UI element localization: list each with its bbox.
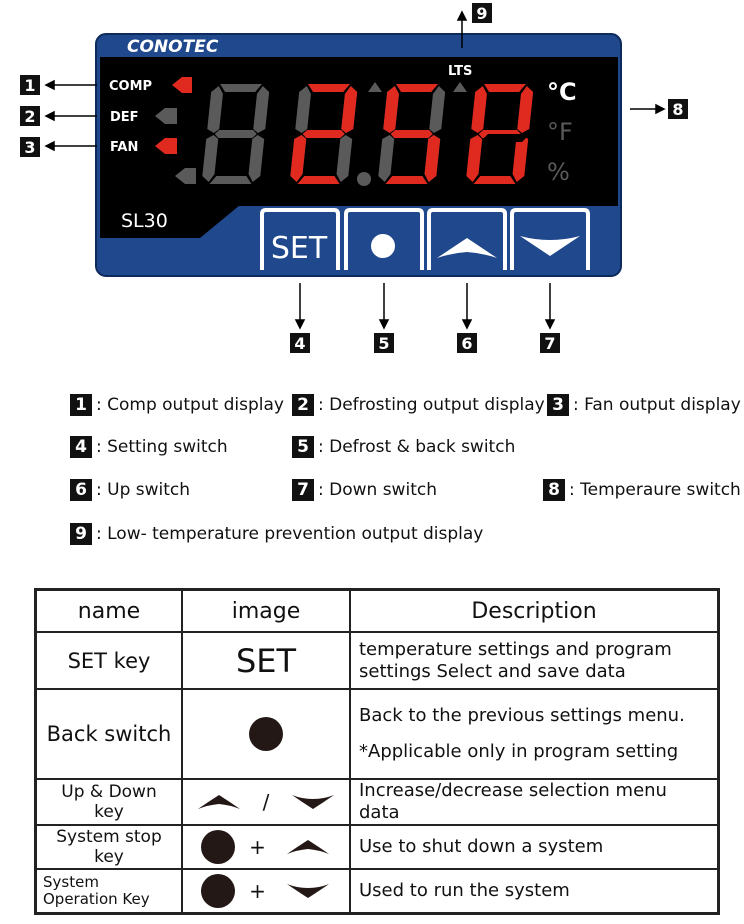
header-image: image <box>182 590 350 633</box>
unit-celsius: °C <box>547 78 577 106</box>
row-description: Increase/decrease selection menu data <box>350 779 719 825</box>
system-stop-image: + <box>182 825 350 869</box>
table-header-row <box>36 590 719 633</box>
row-description: temperature settings and program settings Select and save data <box>350 632 719 689</box>
row-description: Used to run the system <box>350 869 719 913</box>
back-switch-image <box>182 689 350 779</box>
legend-item-1: 1 : Comp output display <box>70 394 284 416</box>
svg-text:4: 4 <box>294 334 306 353</box>
controller-diagram <box>0 0 744 370</box>
legend-item-3: 3 : Fan output display <box>547 394 741 416</box>
row-name: System stop key <box>36 825 183 869</box>
indicator-def-label: DEF <box>110 110 139 125</box>
table-row <box>36 869 719 913</box>
dot-icon <box>249 717 283 751</box>
row-name: System Operation Key <box>36 869 183 913</box>
svg-text:7: 7 <box>544 334 556 353</box>
svg-text:3: 3 <box>24 138 36 157</box>
unit-fahrenheit: °F <box>547 118 573 146</box>
key-description-table <box>34 588 720 915</box>
row-description: Use to shut down a system <box>350 825 719 869</box>
decimal-point <box>357 172 371 186</box>
table-row <box>36 779 719 825</box>
dot-icon <box>201 830 235 864</box>
down-chevron-icon <box>285 882 331 900</box>
svg-text:6: 6 <box>461 334 473 353</box>
lts-label: LTS <box>448 64 473 79</box>
table-row <box>36 825 719 869</box>
legend-item-6: 6 : Up switch <box>70 479 190 501</box>
unit-percent: % <box>547 158 570 186</box>
row-name: Back switch <box>36 689 183 779</box>
svg-text:1: 1 <box>24 76 36 95</box>
legend-item-9: 9 : Low- temperature prevention output display <box>70 523 483 545</box>
legend-item-2: 2 : Defrosting output display <box>292 394 545 416</box>
legend-item-8: 8 : Temperaure switch <box>543 479 741 501</box>
indicator-comp-label: COMP <box>109 79 153 94</box>
header-description: Description <box>350 590 719 633</box>
controller-body <box>96 34 621 276</box>
svg-text:5: 5 <box>378 334 390 353</box>
system-operation-image: + <box>182 869 350 913</box>
row-description: Back to the previous settings menu. *Applicable only in program setting <box>350 689 719 779</box>
up-down-image: / <box>182 779 350 825</box>
header-name: name <box>36 590 183 633</box>
legend-item-7: 7 : Down switch <box>292 479 437 501</box>
model-label: SL30 <box>121 210 168 232</box>
legend-item-4: 4 : Setting switch <box>70 436 228 458</box>
table-row <box>36 632 719 689</box>
table-row <box>36 689 719 779</box>
brand-logo: CONOTEC <box>127 37 219 57</box>
up-chevron-icon <box>196 793 242 811</box>
indicator-fan-label: FAN <box>110 140 139 155</box>
svg-text:8: 8 <box>672 100 684 119</box>
row-name: Up & Down key <box>36 779 183 825</box>
legend-item-5: 5 : Defrost & back switch <box>292 436 515 458</box>
row-name: SET key <box>36 632 183 689</box>
set-key-image: SET <box>182 632 350 689</box>
svg-text:9: 9 <box>476 4 488 23</box>
down-chevron-icon <box>290 793 336 811</box>
up-chevron-icon <box>285 838 331 856</box>
dot-icon <box>201 874 235 908</box>
svg-text:2: 2 <box>24 107 36 126</box>
svg-text:SET: SET <box>270 231 328 266</box>
